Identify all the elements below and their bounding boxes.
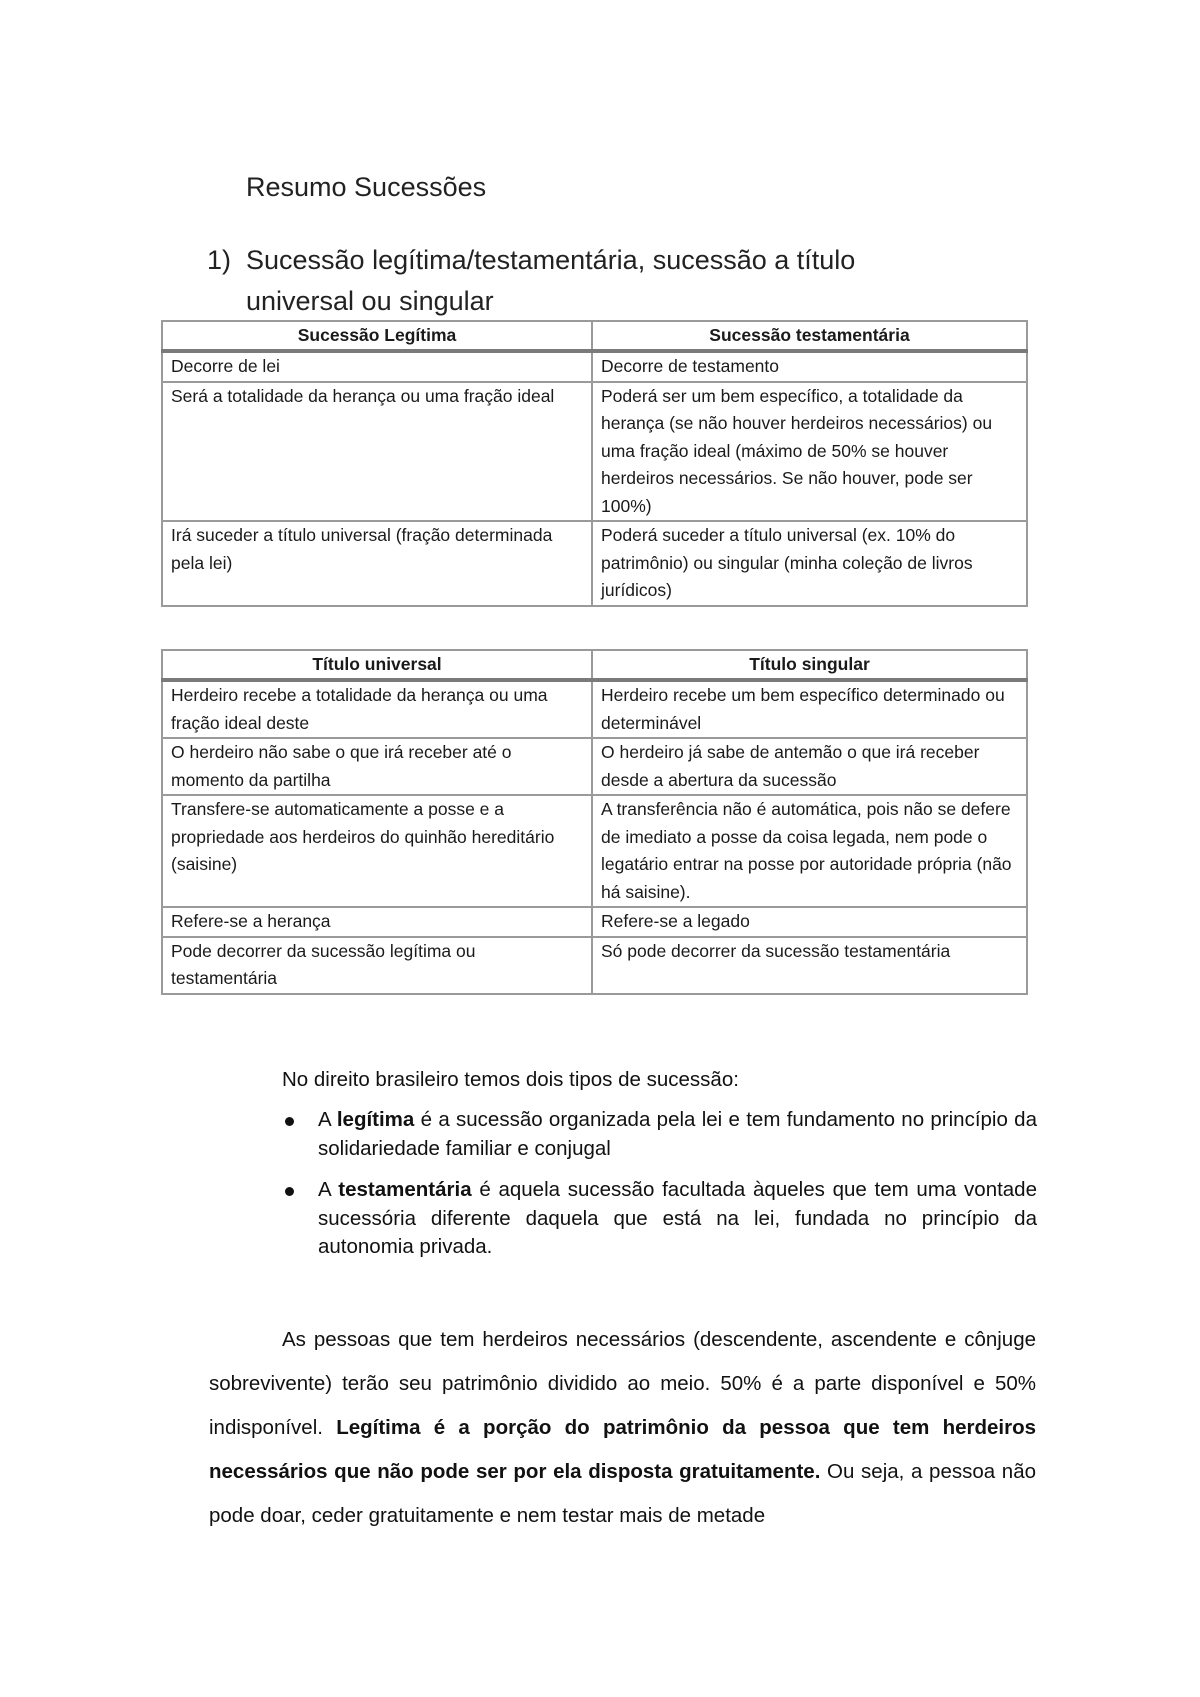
table-header-row — [162, 321, 1027, 351]
paragraph-text: As pessoas que tem herdeiros necessários (descendente, ascendente e cônjuge sobrevivente) terão seu patrimônio dividido ao meio. 50% é a parte disponível e 50% indisponível. — [209, 1328, 1036, 1439]
table-cell: O herdeiro não sabe o que irá receber até o momento da partilha — [162, 738, 592, 795]
table-row — [162, 351, 1027, 382]
table-cell: Será a totalidade da herança ou uma fração ideal — [162, 382, 592, 522]
table-cell: Pode decorrer da sucessão legítima ou testamentária — [162, 937, 592, 994]
table-header-cell: Título singular — [592, 650, 1027, 680]
table-cell: Transfere-se automaticamente a posse e a propriedade aos herdeiros do quinhão hereditário (saisine) — [162, 795, 592, 907]
table-row — [162, 738, 1027, 795]
table-row — [162, 795, 1027, 907]
bullet-term: testamentária — [338, 1178, 472, 1201]
table-cell: Decorre de testamento — [592, 351, 1027, 382]
title-comparison-table — [161, 649, 1028, 995]
table-cell: Poderá ser um bem específico, a totalidade da herança (se não houver herdeiros necessários) ou uma fração ideal (máximo de 50% se houver herdeiros necessários. Se não houver, pode ser 100%) — [592, 382, 1027, 522]
table-row — [162, 382, 1027, 522]
intro-text: No direito brasileiro temos dois tipos de sucessão: — [282, 1068, 739, 1091]
list-item — [282, 1106, 1037, 1163]
table-row — [162, 937, 1027, 994]
section-number: 1) — [207, 245, 232, 275]
paragraph-bold-text: Legítima é a porção do patrimônio da pessoa que tem herdeiros necessários que não pode ser por ela disposta gratuitamente. — [209, 1416, 1036, 1483]
bullet-dot-icon — [285, 1187, 294, 1196]
table-header-cell: Sucessão Legítima — [162, 321, 592, 351]
paragraph-text-end: Ou seja, a pessoa não pode doar, ceder gratuitamente e nem testar mais de metade — [209, 1460, 1036, 1527]
table-cell: Herdeiro recebe a totalidade da herança ou uma fração ideal deste — [162, 680, 592, 738]
bullet-prefix: A — [318, 1178, 339, 1201]
table-cell: A transferência não é automática, pois não se defere de imediato a posse da coisa legada, nem pode o legatário entrar na posse por autoridade própria (não há saisine). — [592, 795, 1027, 907]
bullet-term: legítima — [336, 1108, 415, 1131]
bullet-text: é aquela sucessão facultada àqueles que tem uma vontade sucessória diferente daquela que está na lei, fundada no princípio da autonomia privada. — [318, 1178, 1037, 1258]
bullet-prefix: A — [318, 1108, 337, 1131]
table-header-cell: Sucessão testamentária — [592, 321, 1027, 351]
table-cell: O herdeiro já sabe de antemão o que irá receber desde a abertura da sucessão — [592, 738, 1027, 795]
table-header-cell: Título universal — [162, 650, 592, 680]
table-row — [162, 680, 1027, 738]
bullet-text: é a sucessão organizada pela lei e tem fundamento no princípio da solidariedade familiar e conjugal — [318, 1108, 1037, 1160]
list-item — [282, 1176, 1037, 1262]
bullet-list — [282, 1106, 1037, 1275]
table-row — [162, 907, 1027, 937]
table-cell: Herdeiro recebe um bem específico determinado ou determinável — [592, 680, 1027, 738]
table-cell: Poderá suceder a título universal (ex. 10% do patrimônio) ou singular (minha coleção de livros jurídicos) — [592, 521, 1027, 606]
section-heading-text: Sucessão legítima/testamentária, sucessão a título universal ou singular — [246, 245, 856, 316]
table-cell: Refere-se a herança — [162, 907, 592, 937]
bullet-dot-icon — [285, 1117, 294, 1126]
document-title: Resumo Sucessões — [246, 172, 487, 202]
table-header-row — [162, 650, 1027, 680]
table-cell: Refere-se a legado — [592, 907, 1027, 937]
body-paragraph — [209, 1318, 1036, 1538]
table-cell: Decorre de lei — [162, 351, 592, 382]
succession-comparison-table — [161, 320, 1028, 607]
table-cell: Irá suceder a título universal (fração determinada pela lei) — [162, 521, 592, 606]
table-row — [162, 521, 1027, 606]
table-cell: Só pode decorrer da sucessão testamentária — [592, 937, 1027, 994]
